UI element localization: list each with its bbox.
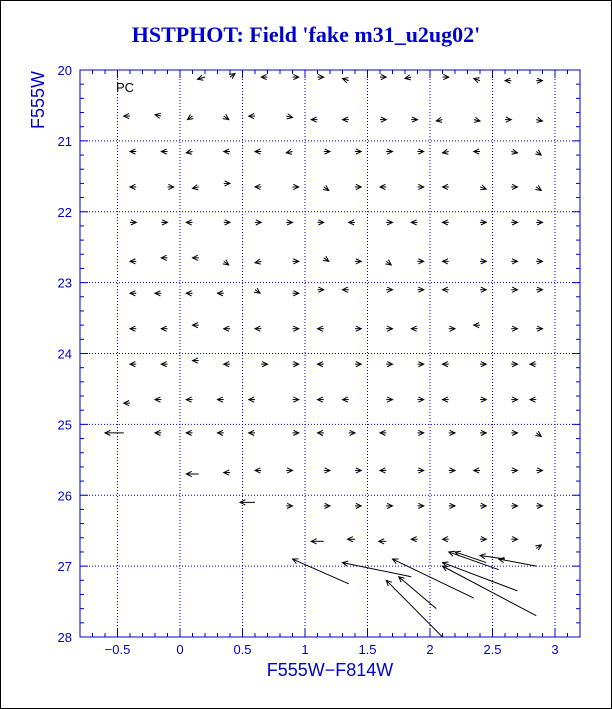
y-tick-label: 22	[57, 204, 72, 220]
vector-arrow	[324, 149, 330, 154]
vector-arrow	[386, 220, 392, 225]
x-tick-label: 1	[301, 642, 309, 657]
vector-arrow	[218, 430, 224, 435]
vector-arrow	[193, 358, 199, 363]
vector-arrow	[511, 220, 517, 225]
vector-arrow	[229, 74, 235, 79]
vector-arrow	[311, 539, 324, 544]
vector-arrow	[474, 468, 480, 473]
vector-arrow	[474, 149, 480, 154]
vector-arrow	[255, 468, 261, 473]
vector-arrow	[293, 184, 299, 189]
vector-arrow	[224, 470, 230, 475]
vector-arrow	[130, 326, 136, 331]
vector-arrow	[418, 259, 424, 264]
vector-arrow	[261, 362, 267, 367]
y-tick-label: 28	[57, 630, 72, 645]
vector-arrow	[511, 259, 517, 264]
x-tick-label: 2	[426, 642, 434, 657]
vector-arrow	[255, 259, 261, 264]
vector-arrow	[449, 551, 499, 569]
chart-title: HSTPHOT: Field 'fake m31_u2ug02'	[131, 22, 481, 47]
vector-arrow	[511, 430, 517, 435]
vector-arrow	[399, 577, 437, 609]
vector-arrow	[480, 362, 486, 367]
vector-arrow	[343, 78, 349, 83]
x-tick-label: 0.5	[233, 642, 252, 657]
vector-arrow	[223, 260, 229, 265]
vector-arrow	[535, 545, 541, 550]
vector-arrow	[386, 362, 392, 367]
vector-arrow	[293, 559, 349, 584]
vector-arrow	[293, 326, 299, 331]
vector-arrow	[418, 184, 424, 189]
vector-arrow	[449, 430, 455, 435]
vector-arrow	[511, 326, 517, 331]
vector-arrow	[343, 117, 349, 122]
vector-arrow	[155, 113, 161, 118]
vector-arrow	[418, 149, 424, 154]
vector-shaft	[293, 559, 349, 584]
vector-arrow	[155, 430, 161, 435]
vector-arrow	[536, 78, 542, 83]
vector-arrow	[193, 255, 199, 260]
vector-arrow	[443, 149, 449, 154]
vector-arrow	[386, 503, 392, 508]
vector-arrow	[224, 326, 230, 331]
x-axis-label: F555W−F814W	[266, 660, 394, 680]
vector-arrow	[443, 184, 449, 189]
vector-arrow	[380, 117, 386, 122]
vector-arrow	[323, 256, 329, 261]
vector-arrow	[130, 362, 136, 367]
vector-arrow	[380, 184, 386, 189]
vector-arrow	[386, 580, 442, 637]
vector-arrow	[380, 430, 386, 435]
vector-arrow	[474, 117, 480, 122]
vector-arrow	[343, 397, 349, 402]
x-tick-label: 0	[176, 642, 184, 657]
vector-arrow	[255, 220, 261, 225]
vector-arrow	[530, 397, 536, 402]
vector-arrow	[223, 114, 229, 119]
vector-arrow	[536, 287, 542, 292]
vector-arrow	[443, 287, 449, 292]
vector-arrow	[480, 220, 486, 225]
vector-arrow	[255, 184, 261, 189]
vector-arrow	[255, 149, 261, 154]
y-tick-label: 27	[57, 559, 72, 575]
vector-arrow	[293, 291, 299, 296]
vector-shaft	[499, 559, 537, 566]
vector-arrow	[186, 220, 192, 225]
vector-arrow	[393, 559, 474, 598]
y-tick-label: 23	[57, 275, 72, 291]
vector-arrow	[355, 259, 361, 264]
vector-shaft	[386, 580, 442, 637]
vector-arrow	[511, 287, 517, 292]
vector-arrow	[480, 430, 486, 435]
vector-arrow	[186, 430, 192, 435]
vector-arrow	[218, 291, 224, 296]
x-tick-label: 2.5	[483, 642, 502, 657]
vector-arrow	[355, 149, 361, 154]
vector-arrow	[386, 149, 392, 154]
vector-arrow	[443, 74, 449, 79]
vector-arrow	[418, 362, 424, 367]
x-tick-labels	[105, 642, 559, 657]
vector-arrow	[293, 74, 299, 79]
vector-arrow	[348, 537, 356, 542]
pc-annotation: PC	[116, 80, 135, 95]
vector-arrow	[286, 468, 292, 473]
vector-arrow	[188, 114, 194, 119]
vector-arrow	[161, 220, 167, 225]
vector-arrow	[443, 362, 449, 367]
vector-field	[105, 74, 543, 637]
vector-arrow	[535, 185, 541, 190]
vector-arrow	[324, 503, 330, 508]
vector-arrow	[530, 362, 536, 367]
vector-arrow	[218, 397, 224, 402]
y-tick-label: 25	[57, 417, 72, 433]
vector-arrow	[130, 291, 136, 296]
vector-arrow	[318, 430, 324, 435]
vector-arrow	[249, 430, 255, 435]
vector-arrow	[355, 468, 361, 473]
vector-arrow	[474, 323, 480, 328]
vector-shaft	[399, 577, 437, 609]
vector-arrow	[318, 397, 324, 402]
vector-arrow	[318, 287, 324, 292]
vector-arrow	[349, 220, 355, 225]
vector-arrow	[443, 220, 449, 225]
vector-arrow	[443, 397, 449, 402]
vector-arrow	[418, 430, 424, 435]
vector-arrow	[411, 220, 417, 225]
vector-arrow	[161, 255, 167, 260]
vector-arrow	[311, 117, 317, 122]
vector-arrow	[124, 113, 130, 118]
vector-arrow	[286, 503, 292, 508]
vector-arrow	[161, 326, 167, 331]
vector-arrow	[536, 117, 542, 122]
vector-arrow	[130, 220, 136, 225]
vector-arrow	[505, 78, 511, 83]
vector-arrow	[286, 220, 292, 225]
x-tick-label: −0.5	[104, 642, 131, 657]
vector-arrow	[386, 326, 392, 331]
vector-arrow	[186, 397, 192, 402]
vector-arrow	[293, 362, 299, 367]
vector-arrow	[380, 74, 386, 79]
vector-arrow	[168, 184, 174, 189]
vector-arrow	[355, 184, 361, 189]
vector-arrow	[124, 401, 130, 406]
vector-arrow	[511, 537, 517, 542]
vector-arrow	[405, 75, 411, 80]
vector-shaft	[343, 563, 412, 577]
vector-shaft	[449, 552, 499, 570]
vector-arrow	[224, 362, 230, 367]
vector-arrow	[418, 468, 424, 473]
x-tick-label: 3	[551, 642, 559, 657]
y-tick-label: 20	[57, 63, 72, 78]
vector-arrow	[286, 114, 292, 119]
vector-arrow	[293, 259, 299, 264]
vector-arrow	[318, 362, 324, 367]
vector-arrow	[343, 287, 349, 292]
vector-shaft	[443, 566, 537, 616]
vector-arrow	[155, 291, 161, 296]
vector-arrow	[536, 259, 542, 264]
vector-arrow	[293, 430, 299, 435]
vector-arrow	[511, 468, 517, 473]
vector-arrow	[224, 220, 230, 225]
grid-lines	[80, 70, 580, 637]
vector-arrow	[198, 75, 206, 80]
y-tick-labels	[58, 63, 72, 645]
vector-arrow	[249, 113, 255, 118]
vector-arrow	[130, 184, 136, 189]
vector-arrow	[379, 539, 387, 544]
vector-shaft	[455, 552, 486, 563]
vector-arrow	[355, 503, 361, 508]
vector-arrow	[386, 287, 392, 292]
vector-arrow	[511, 149, 517, 154]
vector-arrow	[249, 397, 255, 402]
vector-arrow	[385, 260, 391, 265]
vector-arrow	[449, 326, 455, 331]
vector-arrow	[480, 503, 486, 508]
vector-arrow	[480, 185, 486, 190]
y-tick-label: 21	[57, 133, 72, 149]
vector-arrow	[318, 220, 324, 225]
vector-arrow	[535, 431, 541, 436]
vector-arrow	[161, 149, 167, 154]
vector-arrow	[349, 430, 355, 435]
vector-arrow	[511, 184, 517, 189]
vector-arrow	[536, 503, 542, 508]
vector-arrow	[186, 291, 192, 296]
vector-arrow	[418, 503, 424, 508]
vector-arrow	[293, 397, 299, 402]
vector-arrow	[536, 220, 542, 225]
vector-arrow	[224, 181, 230, 186]
vector-arrow	[324, 468, 330, 473]
vector-shaft	[443, 563, 518, 591]
vector-arrow	[255, 326, 261, 331]
vector-arrow	[480, 397, 486, 402]
vector-arrow	[186, 471, 199, 476]
vector-arrow	[480, 287, 486, 292]
y-tick-label: 26	[57, 488, 72, 504]
vector-arrow	[418, 287, 424, 292]
vector-arrow	[355, 326, 361, 331]
vector-arrow	[105, 430, 124, 435]
vector-arrow	[355, 362, 361, 367]
y-axis-label: F555W	[28, 70, 48, 130]
vector-arrow	[323, 185, 329, 190]
x-tick-label: 1.5	[358, 642, 377, 657]
vector-arrow	[193, 185, 199, 190]
vector-arrow	[511, 503, 517, 508]
vector-arrow	[536, 326, 542, 331]
vector-shaft	[393, 559, 474, 598]
vector-arrow	[411, 326, 417, 331]
vector-arrow	[443, 566, 537, 616]
vector-arrow	[480, 537, 486, 542]
vector-arrow	[161, 362, 167, 367]
vector-arrow	[193, 323, 199, 328]
vector-arrow	[511, 397, 517, 402]
vector-arrow	[386, 397, 392, 402]
vector-arrow	[449, 503, 455, 508]
vector-arrow	[443, 537, 449, 542]
y-tick-label: 24	[57, 346, 72, 362]
vector-arrow	[449, 468, 455, 473]
vector-arrow	[261, 74, 267, 79]
vector-arrow	[535, 150, 541, 155]
vector-arrow	[130, 149, 136, 154]
vector-arrow	[286, 149, 292, 154]
vector-arrow	[240, 500, 255, 505]
vector-arrow	[443, 259, 449, 264]
vector-arrow	[418, 397, 424, 402]
vector-arrow	[224, 149, 230, 154]
vector-arrow	[474, 78, 480, 83]
vector-arrow	[254, 288, 260, 293]
vector-arrow	[505, 117, 511, 122]
vector-arrow	[155, 397, 161, 402]
vector-arrow	[186, 149, 192, 154]
vector-arrow	[511, 362, 517, 367]
vector-arrow	[380, 468, 386, 473]
vector-arrow	[411, 537, 417, 542]
vector-arrow	[318, 326, 324, 331]
vector-arrow	[318, 74, 324, 79]
vector-arrow	[536, 468, 542, 473]
vector-arrow	[480, 259, 486, 264]
vector-arrow	[411, 117, 417, 122]
vector-arrow	[130, 259, 136, 264]
vector-arrow	[436, 117, 442, 122]
